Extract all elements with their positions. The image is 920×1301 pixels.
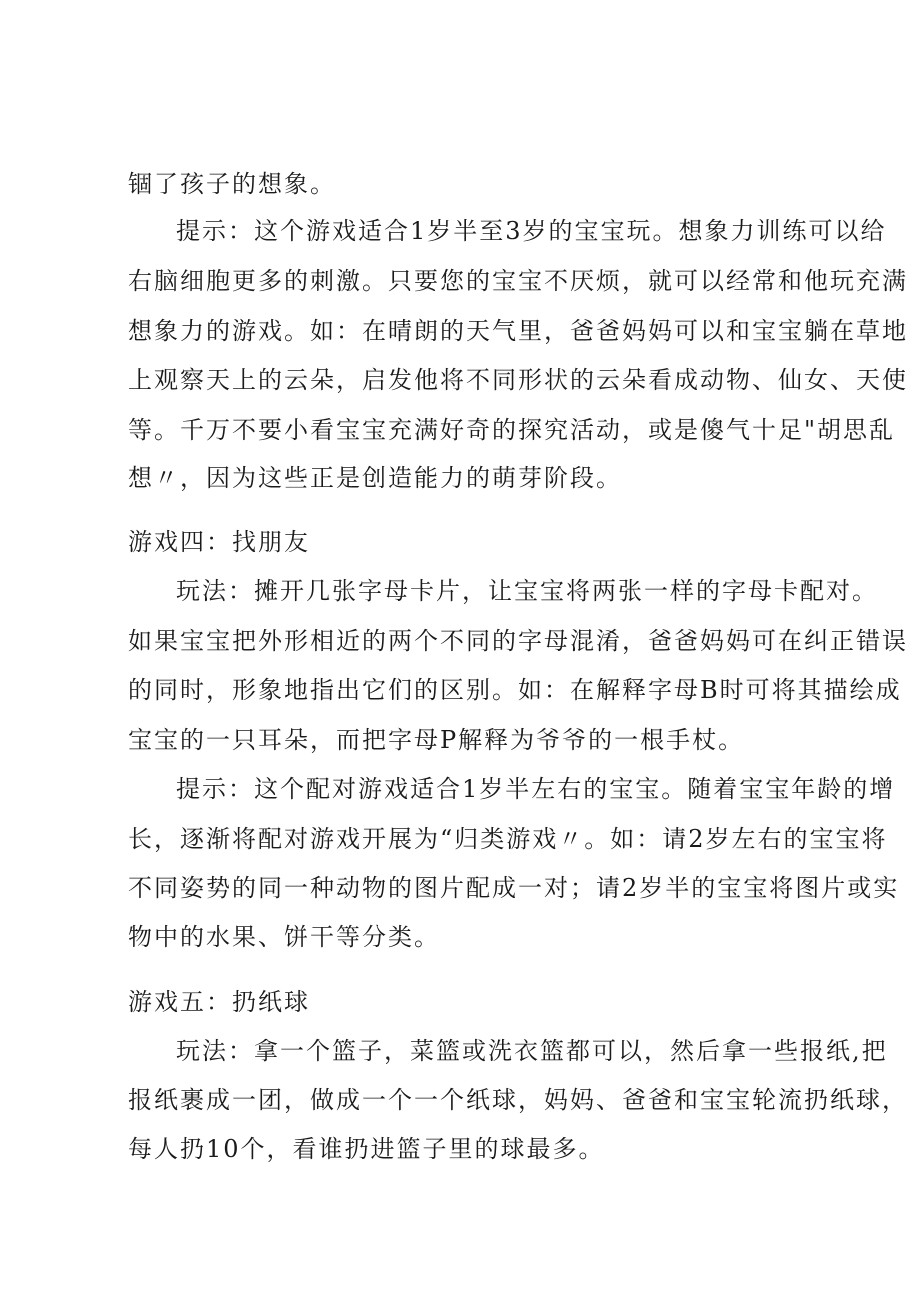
section-heading: 游戏五：扔纸球: [128, 988, 310, 1016]
paragraph-line: 宝宝的一只耳朵，而把字母P解释为爷爷的一根手杖。: [128, 726, 745, 754]
paragraph-line: 物中的水果、饼干等分类。: [128, 923, 440, 951]
paragraph-line: 提示：这个配对游戏适合1岁半左右的宝宝。随着宝宝年龄的增: [176, 775, 896, 803]
paragraph-line: 右脑细胞更多的刺激。只要您的宝宝不厌烦，就可以经常和他玩充满: [128, 267, 908, 295]
paragraph-line: 长，逐渐将配对游戏开展为“归类游戏〃。如：请2岁左右的宝宝将: [128, 825, 888, 853]
paragraph-line: 玩法：拿一个篮子，菜篮或洗衣篮都可以，然后拿一些报纸,把: [176, 1037, 888, 1065]
paragraph-line: 想〃，因为这些正是创造能力的萌芽阶段。: [128, 464, 622, 492]
paragraph-line: 每人扔10个，看谁扔进篮子里的球最多。: [128, 1135, 605, 1163]
paragraph-line: 提示：这个游戏适合1岁半至3岁的宝宝玩。想象力训练可以给: [176, 217, 887, 245]
paragraph-line: 想象力的游戏。如：在晴朗的天气里，爸爸妈妈可以和宝宝躺在草地: [128, 317, 908, 345]
paragraph-line: 等。千万不要小看宝宝充满好奇的探究活动，或是傻气十足"胡思乱: [128, 416, 896, 444]
section-heading: 游戏四：找朋友: [128, 528, 310, 556]
paragraph-line: 不同姿势的同一种动物的图片配成一对；请2岁半的宝宝将图片或实: [128, 874, 900, 902]
paragraph-line: 如果宝宝把外形相近的两个不同的字母混淆，爸爸妈妈可在纠正错误: [128, 627, 908, 655]
paragraph-line: 锢了孩子的想象。: [128, 170, 336, 198]
paragraph-line: 的同时，形象地指出它们的区别。如：在解释字母B时可将其描绘成: [128, 676, 902, 704]
paragraph-line: 玩法：摊开几张字母卡片，让宝宝将两张一样的字母卡配对。: [176, 577, 878, 605]
paragraph-line: 上观察天上的云朵，启发他将不同形状的云朵看成动物、仙女、天使: [128, 366, 908, 394]
paragraph-line: 报纸裹成一团，做成一个一个纸球，妈妈、爸爸和宝宝轮流扔纸球，: [128, 1086, 908, 1114]
